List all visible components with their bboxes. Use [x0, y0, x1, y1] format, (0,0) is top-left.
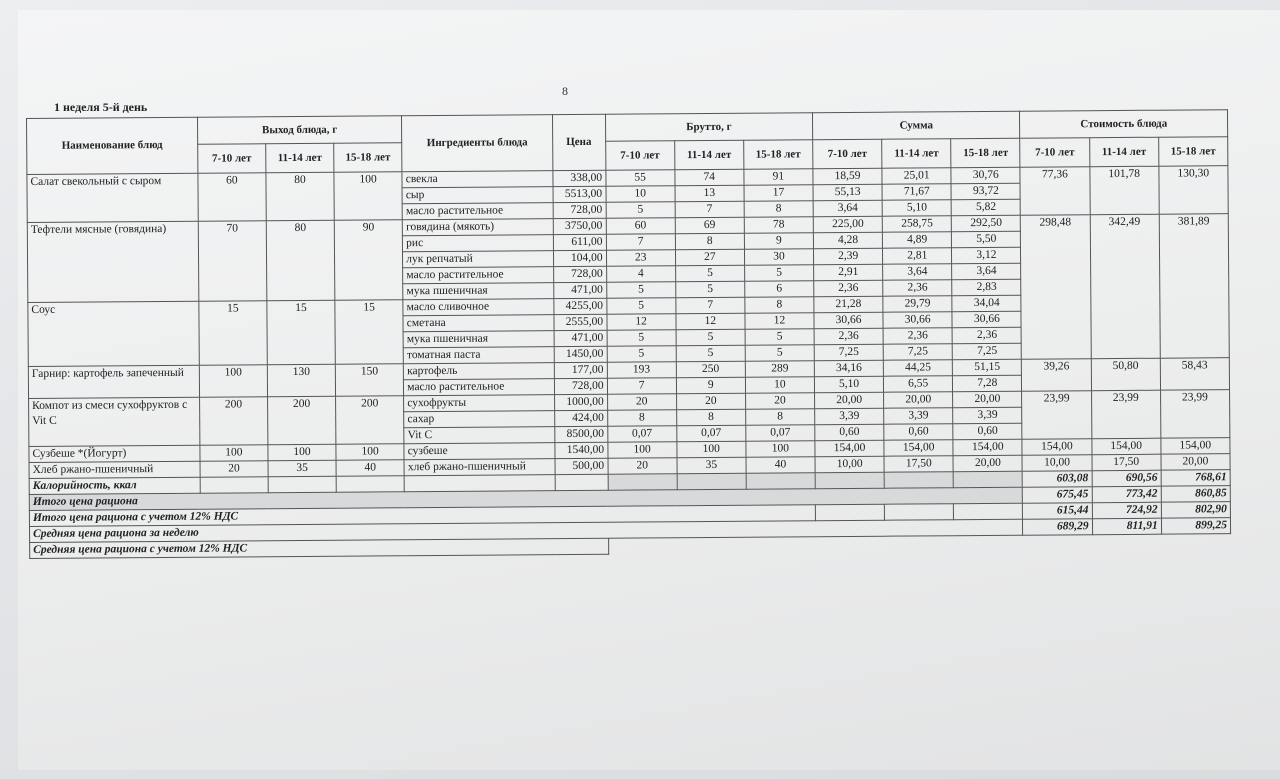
sum-value: 0,60 — [953, 423, 1022, 440]
brutto-value: 289 — [745, 361, 814, 378]
sum-value: 2,36 — [814, 328, 883, 345]
dish-output: 200 — [268, 396, 336, 444]
ingredient-name: масло растительное — [403, 267, 554, 284]
sum-value: 2,39 — [813, 248, 882, 265]
brutto-value: 27 — [675, 249, 744, 266]
footer-value: 811,91 — [1092, 518, 1161, 535]
ingredient-name: лук репчатый — [403, 251, 554, 268]
brutto-value: 4 — [606, 266, 675, 283]
dish-cost: 58,43 — [1160, 358, 1229, 391]
dish-cost: 20,00 — [1161, 454, 1230, 471]
brutto-value: 0,07 — [746, 425, 815, 442]
day-title: 1 неделя 5-й день — [54, 100, 148, 114]
ingredient-price: 728,00 — [554, 378, 607, 394]
age-header: 11-14 лет — [882, 139, 951, 169]
brutto-value: 100 — [677, 441, 746, 458]
brutto-value: 100 — [746, 441, 815, 458]
ingredient-name: масло сливочное — [403, 299, 554, 316]
sum-value: 5,10 — [882, 200, 951, 217]
dish-name: Хлеб ржано-пшеничный — [29, 461, 200, 478]
ingredient-name: сахар — [404, 411, 555, 428]
sum-value: 7,25 — [952, 343, 1021, 360]
age-header: 7-10 лет — [605, 141, 674, 171]
age-header: 7-10 лет — [198, 144, 266, 173]
brutto-value: 17 — [744, 185, 813, 202]
dish-output: 20 — [200, 461, 268, 477]
sum-value: 7,25 — [883, 344, 952, 361]
brutto-value: 8 — [746, 409, 815, 426]
sum-value: 154,00 — [953, 439, 1022, 456]
ingredient-name: мука пшеничная — [403, 331, 554, 348]
brutto-value: 7 — [676, 297, 745, 314]
ingredient-price: 104,00 — [553, 250, 606, 266]
dish-output: 100 — [336, 444, 404, 460]
dish-output: 200 — [199, 397, 267, 445]
ingredient-name: томатная паста — [403, 347, 554, 364]
dish-cost: 342,49 — [1090, 214, 1160, 359]
sum-value: 2,81 — [883, 248, 952, 265]
sum-value: 2,83 — [952, 279, 1021, 296]
brutto-value: 5 — [606, 282, 675, 299]
dish-output: 15 — [267, 300, 336, 364]
brutto-value: 7 — [607, 378, 676, 395]
brutto-value: 78 — [744, 217, 813, 234]
dish-cost: 154,00 — [1161, 438, 1230, 455]
brutto-value: 20 — [745, 393, 814, 410]
brutto-value: 74 — [675, 169, 744, 186]
sum-value: 10,00 — [815, 456, 884, 473]
header-sum: Сумма — [812, 111, 1020, 140]
brutto-value: 5 — [676, 345, 745, 362]
brutto-value: 5 — [745, 345, 814, 362]
ingredient-name: хлеб ржано-пшеничный — [404, 459, 555, 476]
sum-value: 154,00 — [815, 440, 884, 457]
sum-value: 3,12 — [952, 247, 1021, 264]
ingredient-name: масло растительное — [404, 379, 555, 396]
sum-value: 292,50 — [952, 215, 1021, 232]
footer-value: 603,08 — [1023, 471, 1092, 488]
sum-value: 30,76 — [951, 167, 1020, 184]
brutto-value: 8 — [745, 297, 814, 314]
brutto-value: 0,07 — [607, 426, 676, 443]
brutto-value: 20 — [607, 394, 676, 411]
ingredient-name: рис — [403, 235, 554, 252]
brutto-value: 10 — [745, 377, 814, 394]
dish-cost: 298,48 — [1021, 215, 1091, 360]
brutto-value: 5 — [675, 265, 744, 282]
header-output: Выход блюда, г — [197, 116, 402, 144]
sum-value: 20,00 — [953, 391, 1022, 408]
ingredient-price: 728,00 — [553, 202, 606, 218]
sum-value: 34,16 — [814, 360, 883, 377]
dish-output: 15 — [335, 300, 404, 364]
brutto-value: 20 — [676, 393, 745, 410]
ingredient-price: 177,00 — [554, 362, 607, 378]
sum-value: 20,00 — [815, 392, 884, 409]
dish-name: Соус — [28, 301, 199, 366]
sum-value: 44,25 — [883, 360, 952, 377]
brutto-value: 193 — [607, 362, 676, 379]
age-header: 11-14 лет — [674, 140, 743, 170]
dish-output: 70 — [198, 221, 267, 301]
brutto-value: 69 — [675, 217, 744, 234]
ingredient-price: 728,00 — [553, 266, 606, 282]
ingredient-name: свекла — [402, 171, 553, 188]
brutto-value: 5 — [607, 346, 676, 363]
ingredient-name: картофель — [404, 363, 555, 380]
brutto-value: 250 — [676, 361, 745, 378]
age-header: 15-18 лет — [951, 138, 1020, 168]
sum-value: 29,79 — [883, 296, 952, 313]
dish-output: 40 — [336, 460, 404, 476]
dish-cost: 101,78 — [1089, 166, 1158, 215]
dish-output: 90 — [334, 220, 403, 300]
ingredient-name: мука пшеничная — [403, 283, 554, 300]
dish-output: 100 — [268, 444, 336, 460]
header-brutto: Брутто, г — [605, 113, 813, 142]
dish-cost: 154,00 — [1091, 438, 1160, 455]
dish-cost: 10,00 — [1022, 455, 1091, 472]
footer-value: 689,29 — [1023, 519, 1092, 536]
dish-name: Гарнир: картофель запеченный — [28, 365, 199, 398]
header-ingredients: Ингредиенты блюда — [402, 115, 553, 172]
footer-value: 615,44 — [1023, 503, 1092, 520]
ingredient-price: 4255,00 — [554, 298, 607, 314]
ingredient-price: 611,00 — [553, 234, 606, 250]
brutto-value: 12 — [676, 313, 745, 330]
dish-output: 80 — [266, 220, 335, 300]
brutto-value: 5 — [744, 265, 813, 282]
ingredient-name: сыр — [402, 187, 553, 204]
dish-name: Салат свекольный с сыром — [27, 173, 198, 222]
dish-output: 150 — [335, 364, 403, 396]
ingredient-price: 3750,00 — [553, 218, 606, 234]
dish-cost: 17,50 — [1092, 454, 1161, 471]
dish-cost: 23,99 — [1022, 391, 1091, 440]
ingredient-price: 471,00 — [554, 330, 607, 346]
brutto-value: 5 — [675, 281, 744, 298]
brutto-value: 23 — [606, 250, 675, 267]
ingredient-price: 1540,00 — [555, 442, 608, 458]
footer-value: 773,42 — [1092, 486, 1161, 503]
brutto-value: 5 — [745, 329, 814, 346]
age-header: 7-10 лет — [813, 139, 882, 169]
sum-value: 2,36 — [883, 280, 952, 297]
ingredient-price: 8500,00 — [554, 426, 607, 442]
footer-label: Средняя цена рациона за неделю — [29, 519, 1023, 542]
sum-value: 17,50 — [884, 456, 953, 473]
brutto-value: 55 — [605, 170, 674, 187]
sum-value: 7,28 — [953, 375, 1022, 392]
footer-label: Итого цена рациона — [29, 487, 1023, 510]
dish-output: 200 — [336, 396, 405, 444]
brutto-value: 40 — [746, 457, 815, 474]
dish-cost: 381,89 — [1159, 214, 1229, 359]
brutto-value: 7 — [606, 234, 675, 251]
sum-value: 5,50 — [952, 231, 1021, 248]
age-header: 7-10 лет — [1020, 138, 1089, 168]
dish-output: 100 — [199, 365, 267, 397]
sum-value: 2,91 — [814, 264, 883, 281]
footer-label: Калорийность, ккал — [29, 477, 200, 494]
sum-value: 5,82 — [951, 199, 1020, 216]
brutto-value: 35 — [677, 457, 746, 474]
ingredient-name: говядина (мякоть) — [402, 219, 553, 236]
ingredient-name: сметана — [403, 315, 554, 332]
ingredient-price: 5513,00 — [553, 186, 606, 202]
sum-value: 25,01 — [882, 168, 951, 185]
dish-output: 100 — [334, 172, 403, 220]
footer-value: 690,56 — [1092, 470, 1161, 487]
sum-value: 34,04 — [952, 295, 1021, 312]
brutto-value: 100 — [607, 442, 676, 459]
dish-output: 60 — [198, 173, 266, 221]
age-header: 15-18 лет — [334, 143, 402, 172]
brutto-value: 6 — [745, 281, 814, 298]
sum-value: 7,25 — [814, 344, 883, 361]
age-header: 15-18 лет — [1158, 137, 1227, 167]
menu-cost-table — [26, 109, 1231, 559]
brutto-value: 10 — [606, 186, 675, 203]
dish-cost: 77,36 — [1020, 167, 1089, 216]
sum-value: 0,60 — [884, 424, 953, 441]
sum-value: 154,00 — [884, 440, 953, 457]
dish-cost: 23,99 — [1160, 390, 1230, 439]
sum-value: 5,10 — [814, 376, 883, 393]
ingredient-name: сухофрукты — [404, 395, 555, 412]
header-dish-name: Наименование блюд — [27, 117, 198, 174]
table-body — [27, 166, 1231, 559]
dish-cost: 39,26 — [1022, 359, 1091, 392]
ingredient-price: 1450,00 — [554, 346, 607, 362]
brutto-value: 12 — [607, 314, 676, 331]
footer-value: 675,45 — [1023, 487, 1092, 504]
brutto-value: 5 — [676, 329, 745, 346]
dish-cost: 154,00 — [1022, 439, 1091, 456]
brutto-value: 9 — [676, 377, 745, 394]
footer-value: 802,90 — [1161, 502, 1230, 519]
sum-value: 93,72 — [951, 183, 1020, 200]
brutto-value: 5 — [606, 202, 675, 219]
sum-value: 258,75 — [882, 216, 951, 233]
ingredient-name: сузбеше — [404, 443, 555, 460]
dish-name: Сузбеше *(Йогурт) — [29, 445, 200, 462]
footer-value: 768,61 — [1161, 470, 1230, 487]
brutto-value: 9 — [744, 233, 813, 250]
ingredient-name: масло растительное — [402, 203, 553, 220]
sum-value: 3,64 — [813, 200, 882, 217]
dish-output: 130 — [267, 364, 335, 396]
sum-value: 2,36 — [883, 328, 952, 345]
brutto-value: 8 — [744, 201, 813, 218]
ingredient-name: Vit C — [404, 427, 555, 444]
footer-value: 724,92 — [1092, 502, 1161, 519]
sum-value: 21,28 — [814, 296, 883, 313]
brutto-value: 5 — [606, 298, 675, 315]
sum-value: 4,89 — [883, 232, 952, 249]
brutto-value: 13 — [675, 185, 744, 202]
brutto-value: 8 — [675, 233, 744, 250]
sum-value: 225,00 — [813, 216, 882, 233]
ingredient-price: 2555,00 — [554, 314, 607, 330]
sum-value: 20,00 — [953, 455, 1022, 472]
sum-value: 2,36 — [814, 280, 883, 297]
sum-value: 4,28 — [813, 232, 882, 249]
brutto-value: 12 — [745, 313, 814, 330]
sum-value: 55,13 — [813, 184, 882, 201]
header-price: Цена — [552, 114, 605, 170]
footer-label: Итого цена рациона с учетом 12% НДС — [29, 505, 815, 527]
brutto-value: 30 — [744, 249, 813, 266]
sum-value: 3,39 — [884, 408, 953, 425]
sum-value: 3,39 — [815, 408, 884, 425]
sum-value: 18,59 — [813, 168, 882, 185]
sum-value: 2,36 — [952, 327, 1021, 344]
brutto-value: 8 — [676, 409, 745, 426]
footer-value: 899,25 — [1161, 518, 1230, 535]
menu-table-wrapper — [26, 109, 1231, 559]
sum-value: 51,15 — [953, 359, 1022, 376]
sum-value: 0,60 — [815, 424, 884, 441]
sum-value: 3,39 — [953, 407, 1022, 424]
sum-value: 30,66 — [952, 311, 1021, 328]
dish-name: Компот из смеси сухофруктов с Vit C — [29, 397, 200, 446]
dish-output: 80 — [266, 172, 334, 220]
brutto-value: 20 — [608, 458, 677, 475]
sum-value: 30,66 — [814, 312, 883, 329]
sum-value: 6,55 — [884, 376, 953, 393]
brutto-value: 7 — [675, 201, 744, 218]
dish-cost: 50,80 — [1091, 358, 1160, 391]
brutto-value: 91 — [744, 169, 813, 186]
brutto-value: 0,07 — [677, 425, 746, 442]
sum-value: 3,64 — [952, 263, 1021, 280]
footer-value: 860,85 — [1161, 486, 1230, 503]
ingredient-price: 500,00 — [555, 458, 608, 474]
ingredient-price: 471,00 — [553, 282, 606, 298]
brutto-value: 60 — [606, 218, 675, 235]
dish-cost: 130,30 — [1159, 166, 1229, 215]
age-header: 11-14 лет — [266, 143, 334, 172]
footer-label: Средняя цена рациона с учетом 12% НДС — [30, 538, 609, 558]
dish-output: 35 — [268, 460, 336, 476]
ingredient-price: 1000,00 — [554, 394, 607, 410]
dish-output: 15 — [199, 301, 268, 365]
dish-output: 100 — [200, 445, 268, 461]
sum-value: 20,00 — [884, 392, 953, 409]
brutto-value: 5 — [607, 330, 676, 347]
age-header: 11-14 лет — [1089, 137, 1158, 167]
dish-name: Тефтели мясные (говядина) — [27, 221, 198, 302]
sum-value: 71,67 — [882, 184, 951, 201]
ingredient-price: 424,00 — [554, 410, 607, 426]
age-header: 15-18 лет — [744, 140, 813, 170]
sum-value: 30,66 — [883, 312, 952, 329]
sum-value: 3,64 — [883, 264, 952, 281]
ingredient-price: 338,00 — [553, 170, 606, 186]
dish-cost: 23,99 — [1091, 390, 1160, 439]
header-cost: Стоимость блюда — [1020, 110, 1228, 139]
brutto-value: 8 — [607, 410, 676, 427]
page-number: 8 — [562, 84, 568, 98]
